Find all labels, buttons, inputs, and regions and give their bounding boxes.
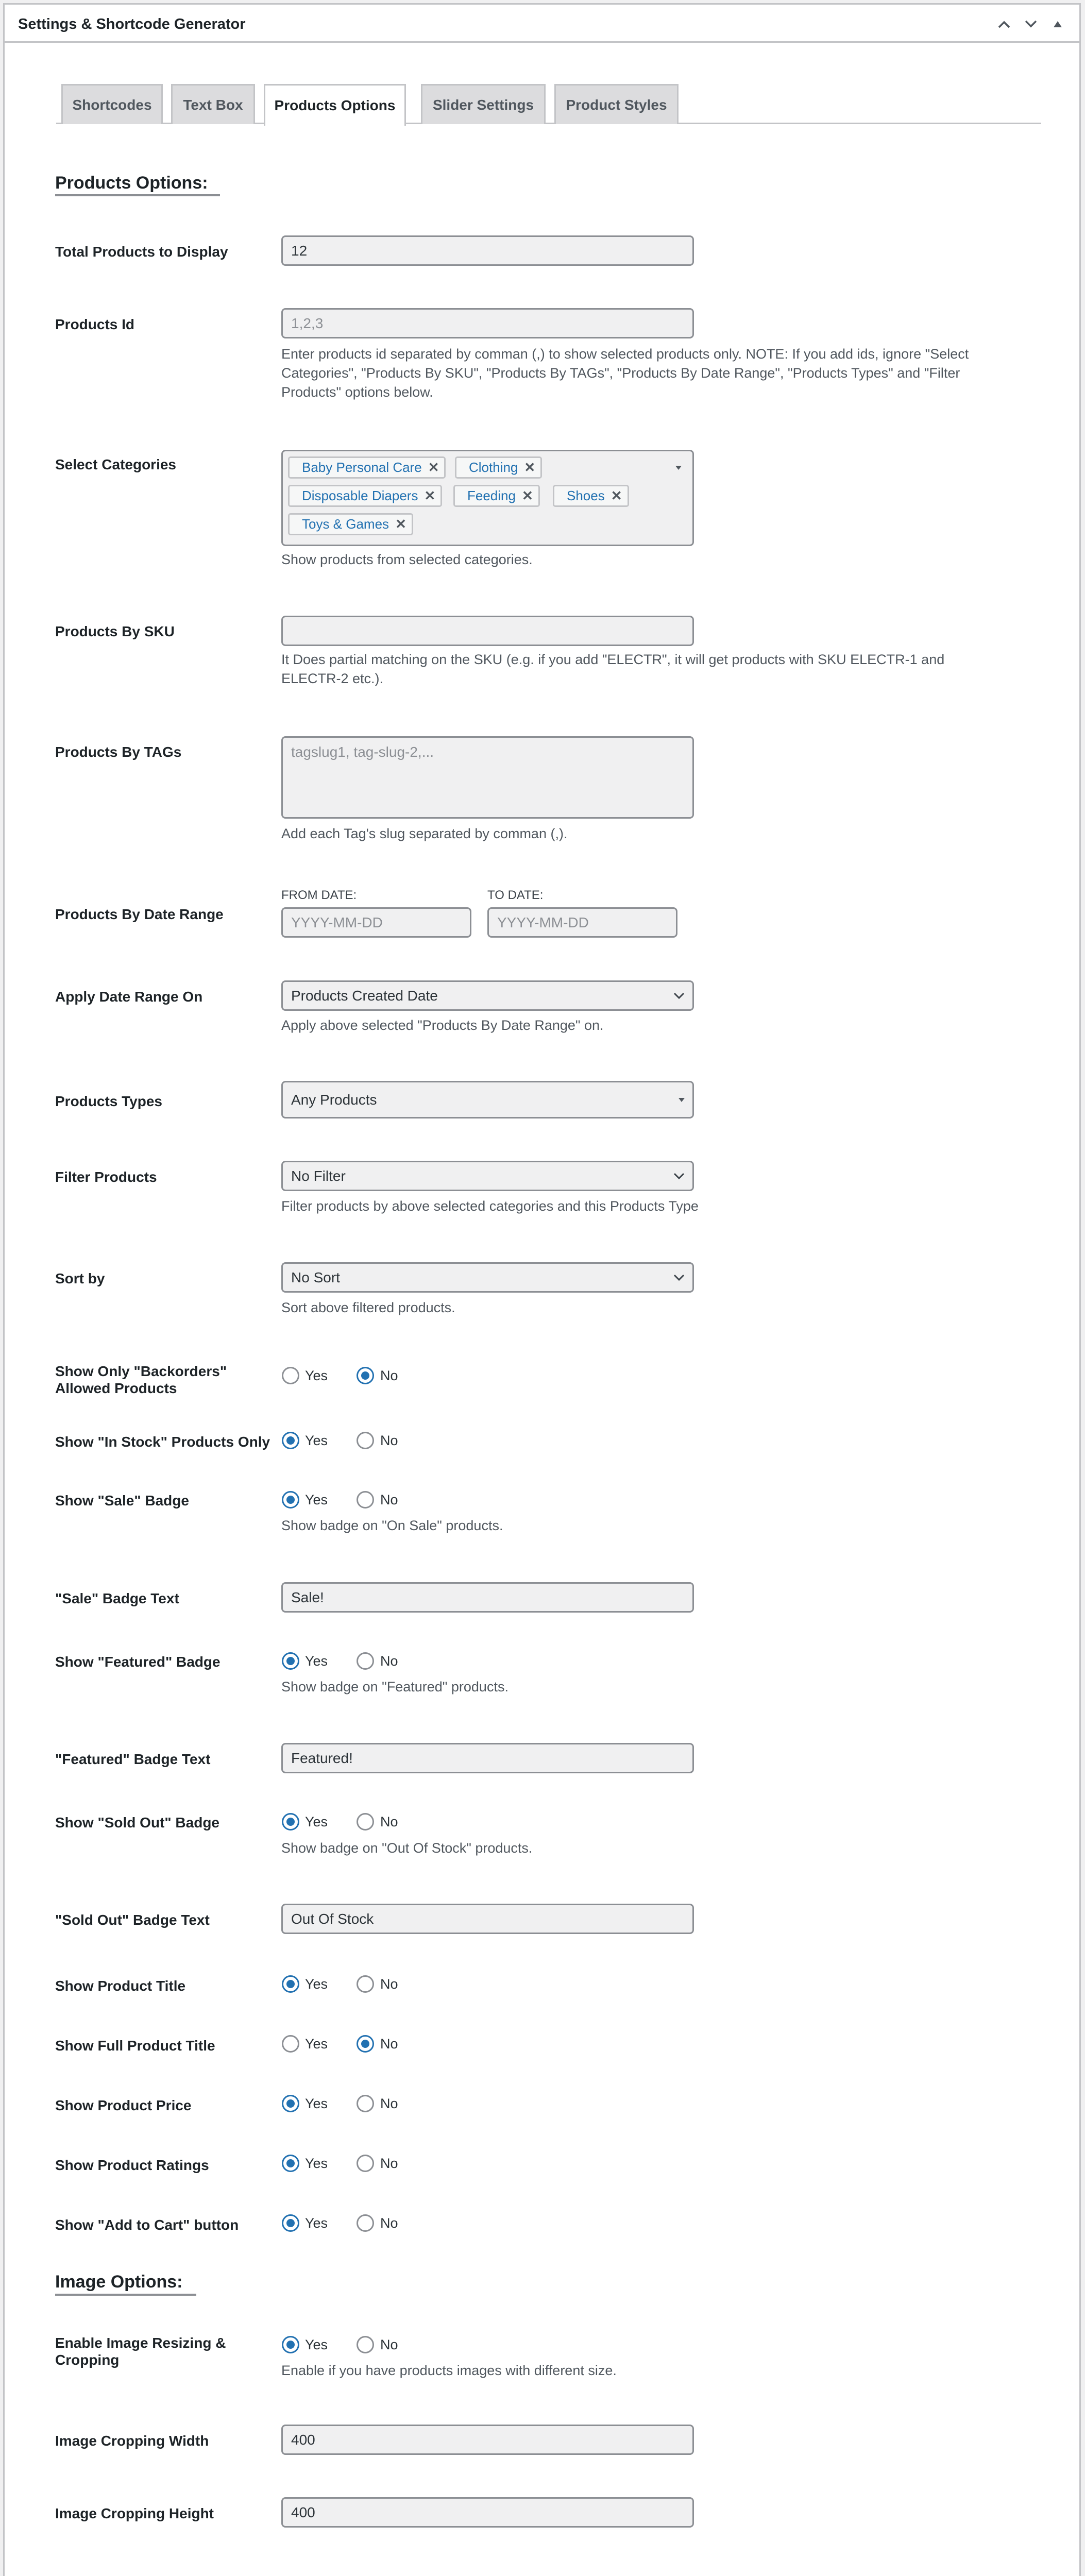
dropdown-arrow-icon	[678, 1082, 685, 1117]
add-to-cart-label: Show "Add to Cart" button	[55, 2217, 239, 2233]
product-ratings-label: Show Product Ratings	[55, 2157, 209, 2173]
product-title-label: Show Product Title	[55, 1978, 186, 1994]
radio-yes-label: Yes	[305, 2215, 328, 2231]
sale-badge-text-input[interactable]: Sale!	[281, 1582, 694, 1613]
sold-out-badge-yes-radio[interactable]	[282, 1813, 299, 1831]
product-title-yes-radio[interactable]	[282, 1975, 299, 1993]
featured-badge-label: Show "Featured" Badge	[55, 1654, 221, 1670]
sale-badge-no-radio[interactable]	[357, 1491, 374, 1509]
in-stock-label: Show "In Stock" Products Only	[55, 1434, 270, 1450]
radio-yes-label: Yes	[305, 1653, 328, 1669]
radio-yes-label: Yes	[305, 1368, 328, 1383]
featured-badge-no-radio[interactable]	[357, 1652, 374, 1670]
image-resizing-description: Enable if you have products images with different size.	[281, 2363, 617, 2378]
sold-out-badge-label: Show "Sold Out" Badge	[55, 1815, 219, 1831]
tab-shortcodes[interactable]: Shortcodes	[61, 84, 163, 124]
products-types-select[interactable]	[281, 1081, 694, 1118]
product-title-no-radio[interactable]	[357, 1975, 374, 1993]
total-products-input[interactable]: 12	[281, 235, 694, 266]
products-id-description: Enter products id separated by comman (,) to show selected products only. NOTE: If you add ids, ignore "Select Categories", "Products By SKU", "Products By TAGs", "Products By Date Range", "Products Types" and "Filter Products" options below.	[281, 346, 969, 400]
image-height-input[interactable]: 400	[281, 2497, 694, 2528]
filter-products-label: Filter Products	[55, 1169, 157, 1185]
select-value: No Filter	[291, 1168, 346, 1184]
remove-icon[interactable]: ✕	[395, 516, 406, 532]
radio-no-label: No	[380, 1368, 398, 1383]
chip-label: Shoes	[567, 488, 605, 503]
category-chip[interactable]	[288, 456, 446, 479]
image-width-input[interactable]: 400	[281, 2425, 694, 2455]
sale-badge-yes-radio[interactable]	[282, 1491, 299, 1509]
category-chip[interactable]	[553, 485, 629, 507]
products-by-sku-description: It Does partial matching on the SKU (e.g. if you add "ELECTR", it will get products with SKU ELECTR-1 and ELECTR-2 etc.).	[281, 652, 945, 686]
radio-yes-label: Yes	[305, 2337, 328, 2352]
from-date-input[interactable]: YYYY-MM-DD	[281, 907, 471, 938]
backorders-label: Show Only "Backorders" Allowed Products	[55, 1363, 227, 1396]
filter-products-select[interactable]	[281, 1161, 694, 1191]
featured-badge-yes-radio[interactable]	[282, 1652, 299, 1670]
category-chip[interactable]	[288, 485, 442, 507]
product-price-no-radio[interactable]	[357, 2095, 374, 2112]
sold-out-badge-text-input[interactable]: Out Of Stock	[281, 1904, 694, 1934]
remove-icon[interactable]: ✕	[424, 488, 436, 503]
radio-yes-label: Yes	[305, 2036, 328, 2052]
radio-no-label: No	[380, 1492, 398, 1507]
chip-label: Disposable Diapers	[302, 488, 418, 503]
radio-no-label: No	[380, 1433, 398, 1448]
apply-date-range-label: Apply Date Range On	[55, 989, 203, 1005]
radio-no-label: No	[380, 2156, 398, 2171]
product-price-yes-radio[interactable]	[282, 2095, 299, 2112]
select-value: Any Products	[291, 1092, 377, 1108]
full-product-title-yes-radio[interactable]	[282, 2035, 299, 2053]
category-chip[interactable]	[455, 456, 542, 479]
full-product-title-no-radio[interactable]	[357, 2035, 374, 2053]
backorders-yes-radio[interactable]	[282, 1367, 299, 1384]
radio-no-label: No	[380, 1653, 398, 1669]
sort-by-description: Sort above filtered products.	[281, 1300, 455, 1315]
radio-yes-label: Yes	[305, 1492, 328, 1507]
backorders-no-radio[interactable]	[357, 1367, 374, 1384]
chevron-down-icon	[673, 1264, 685, 1291]
select-categories-description: Show products from selected categories.	[281, 552, 533, 567]
tab-products-options[interactable]: Products Options	[264, 84, 406, 126]
chip-label: Feeding	[467, 488, 516, 503]
products-id-label: Products Id	[55, 316, 135, 332]
from-date-label: FROM DATE:	[281, 888, 357, 902]
to-date-input[interactable]: YYYY-MM-DD	[487, 907, 677, 938]
products-by-sku-input[interactable]	[281, 616, 694, 646]
image-height-label: Image Cropping Height	[55, 2505, 214, 2521]
tab-bar	[56, 84, 1041, 124]
image-resizing-label: Enable Image Resizing & Cropping	[55, 2335, 226, 2368]
chip-label: Clothing	[469, 460, 518, 475]
categories-multiselect[interactable]	[281, 450, 694, 546]
sort-by-label: Sort by	[55, 1270, 105, 1286]
image-resizing-yes-radio[interactable]	[282, 2336, 299, 2353]
add-to-cart-yes-radio[interactable]	[282, 2214, 299, 2232]
radio-no-label: No	[380, 2337, 398, 2352]
tab-product-styles[interactable]: Product Styles	[554, 84, 679, 124]
product-ratings-yes-radio[interactable]	[282, 2155, 299, 2172]
products-by-tags-description: Add each Tag's slug separated by comman (,).	[281, 826, 568, 841]
section-divider	[55, 2294, 196, 2296]
select-categories-label: Select Categories	[55, 456, 176, 472]
apply-date-range-description: Apply above selected "Products By Date Range" on.	[281, 1018, 604, 1033]
product-price-label: Show Product Price	[55, 2097, 192, 2113]
radio-yes-label: Yes	[305, 1814, 328, 1829]
radio-yes-label: Yes	[305, 2156, 328, 2171]
radio-no-label: No	[380, 2215, 398, 2231]
filter-products-description: Filter products by above selected categories and this Products Type	[281, 1198, 699, 1214]
radio-no-label: No	[380, 2036, 398, 2052]
image-resizing-no-radio[interactable]	[357, 2336, 374, 2353]
chevron-down-icon	[673, 1162, 685, 1190]
tab-text-box[interactable]: Text Box	[171, 84, 255, 124]
in-stock-no-radio[interactable]	[357, 1432, 374, 1449]
select-value: No Sort	[291, 1269, 340, 1285]
radio-yes-label: Yes	[305, 2096, 328, 2111]
in-stock-yes-radio[interactable]	[282, 1432, 299, 1449]
category-chip[interactable]	[453, 485, 540, 507]
image-options-heading: Image Options:	[55, 2272, 183, 2292]
radio-no-label: No	[380, 1814, 398, 1829]
featured-badge-description: Show badge on "Featured" products.	[281, 1679, 508, 1694]
category-chip[interactable]	[288, 513, 413, 535]
date-range-label: Products By Date Range	[55, 906, 224, 922]
radio-no-label: No	[380, 1976, 398, 1992]
panel-title: Settings & Shortcode Generator	[18, 16, 246, 32]
remove-icon[interactable]: ✕	[611, 488, 622, 503]
sold-out-badge-text-label: "Sold Out" Badge Text	[55, 1912, 210, 1928]
settings-panel	[3, 3, 1081, 2576]
remove-icon[interactable]: ✕	[428, 460, 439, 475]
radio-yes-label: Yes	[305, 1976, 328, 1992]
chip-label: Toys & Games	[302, 516, 389, 532]
image-width-label: Image Cropping Width	[55, 2433, 209, 2449]
sale-badge-description: Show badge on "On Sale" products.	[281, 1518, 503, 1533]
sold-out-badge-no-radio[interactable]	[357, 1813, 374, 1831]
products-by-sku-label: Products By SKU	[55, 623, 175, 639]
add-to-cart-no-radio[interactable]	[357, 2214, 374, 2232]
to-date-label: TO DATE:	[487, 888, 544, 902]
remove-icon[interactable]: ✕	[524, 460, 536, 475]
chevron-up-icon[interactable]	[994, 14, 1014, 35]
featured-badge-text-label: "Featured" Badge Text	[55, 1751, 211, 1767]
select-value: Products Created Date	[291, 988, 438, 1004]
products-by-tags-textarea[interactable]: tagslug1, tag-slug-2,...	[281, 736, 694, 819]
full-product-title-label: Show Full Product Title	[55, 2038, 215, 2054]
radio-yes-label: Yes	[305, 1433, 328, 1448]
products-types-label: Products Types	[55, 1093, 162, 1109]
radio-no-label: No	[380, 2096, 398, 2111]
products-options-heading: Products Options:	[55, 173, 208, 193]
products-id-input[interactable]: 1,2,3	[281, 308, 694, 338]
remove-icon[interactable]: ✕	[521, 488, 533, 503]
section-divider	[55, 194, 220, 196]
total-products-label: Total Products to Display	[55, 244, 228, 260]
sold-out-badge-description: Show badge on "Out Of Stock" products.	[281, 1840, 533, 1856]
sale-badge-text-label: "Sale" Badge Text	[55, 1590, 179, 1606]
chevron-down-icon[interactable]	[1021, 14, 1041, 35]
chevron-down-icon	[673, 982, 685, 1009]
sale-badge-label: Show "Sale" Badge	[55, 1493, 189, 1509]
featured-badge-text-input[interactable]: Featured!	[281, 1743, 694, 1773]
product-ratings-no-radio[interactable]	[357, 2155, 374, 2172]
sort-by-select[interactable]	[281, 1262, 694, 1293]
tab-slider-settings[interactable]: Slider Settings	[421, 84, 546, 124]
products-by-tags-label: Products By TAGs	[55, 744, 182, 760]
triangle-up-icon[interactable]	[1047, 14, 1068, 35]
apply-date-range-select[interactable]	[281, 980, 694, 1011]
panel-header	[5, 5, 1079, 43]
chip-label: Baby Personal Care	[302, 460, 422, 475]
dropdown-arrow-icon[interactable]	[675, 464, 682, 473]
